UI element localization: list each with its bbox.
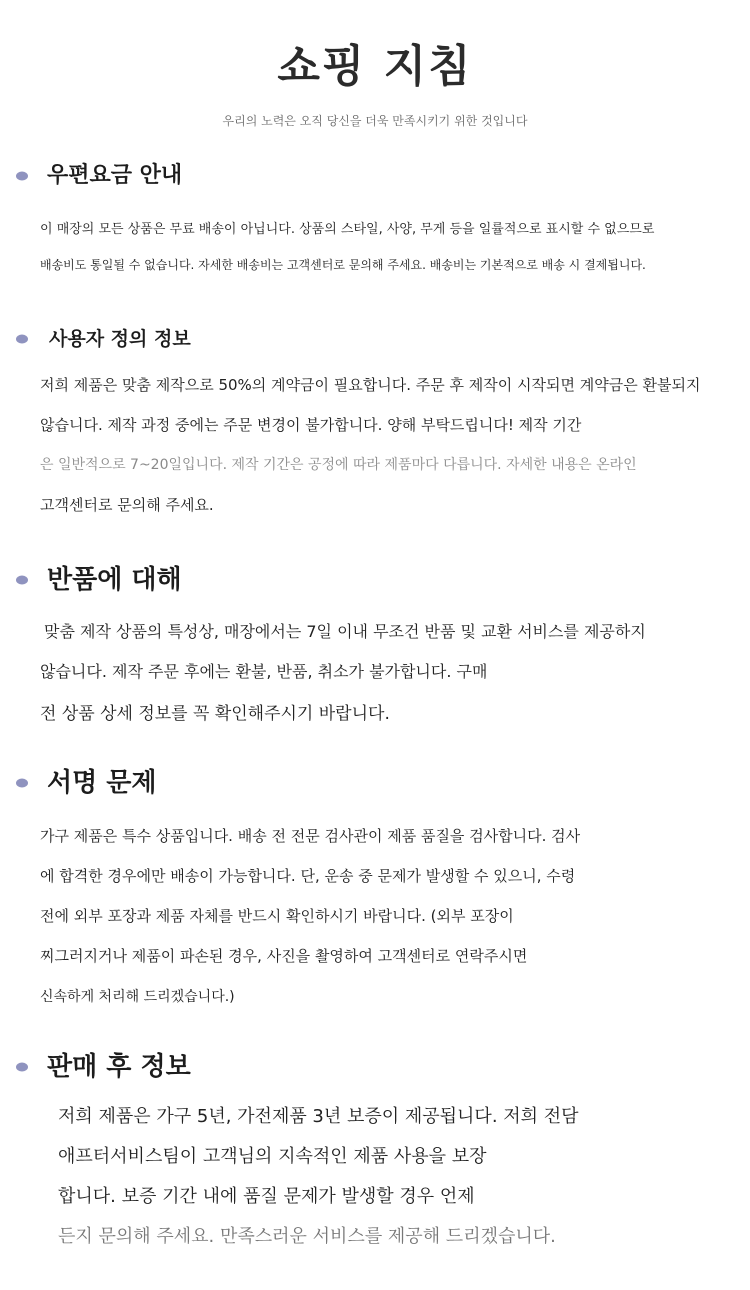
text-line: 애프터서비스팀이 고객님의 지속적인 제품 사용을 보장	[58, 1146, 487, 1167]
section-heading	[0, 560, 750, 600]
heading-custom-info: 사용자 정의 정보	[49, 328, 191, 350]
text-line: 맞춤 제작 상품의 특성상, 매장에서는 7일 이내 무조건 반품 및 교환 서비스를 제공하지	[44, 622, 646, 641]
section-heading	[0, 319, 750, 359]
bullet-dot-icon	[16, 1063, 28, 1072]
bullet-dot-icon	[16, 335, 28, 344]
heading-shipping: 우편요금 안내	[47, 163, 183, 188]
bullet-dot-icon	[16, 576, 28, 585]
text-line: 배송비도 통일될 수 없습니다. 자세한 배송비는 고객센터로 문의해 주세요. 배송비는 기본적으로 배송 시 결제됩니다.	[40, 258, 646, 272]
text-line: 전에 외부 포장과 제품 자체를 반드시 확인하시기 바랍니다. (외부 포장이	[40, 907, 514, 925]
bullet-dot-icon	[16, 172, 28, 181]
section-returns	[0, 560, 750, 724]
section-receipt-issues	[0, 763, 750, 1005]
text-line: 고객센터로 문의해 주세요.	[40, 496, 214, 514]
text-line: 않습니다. 제작 주문 후에는 환불, 반품, 취소가 불가합니다. 구매	[40, 662, 488, 681]
text-line: 않습니다. 제작 과정 중에는 주문 변경이 불가합니다. 양해 부탁드립니다! 제작 기간	[40, 416, 582, 434]
section-after-sales	[0, 1047, 750, 1247]
bullet-dot-icon	[16, 779, 28, 788]
section-heading	[0, 1047, 750, 1087]
text-line: 가구 제품은 특수 상품입니다. 배송 전 전문 검사관이 제품 품질을 검사합니다. 검사	[40, 827, 581, 845]
text-line: 저희 제품은 맞춤 제작으로 50%의 계약금이 필요합니다. 주문 후 제작이 시작되면 계약금은 환불되지	[40, 376, 701, 394]
heading-returns: 반품에 대해	[47, 565, 182, 595]
page-title: 쇼핑 지침	[277, 41, 473, 92]
text-line: 이 매장의 모든 상품은 무료 배송이 아닙니다. 상품의 스타일, 사양, 무게 등을 일률적으로 표시할 수 없으므로	[40, 222, 655, 237]
text-line: 전 상품 상세 정보를 꼭 확인해주시기 바랍니다.	[40, 704, 390, 724]
text-line: 찌그러지거나 제품이 파손된 경우, 사진을 촬영하여 고객센터로 연락주시면	[40, 947, 528, 965]
text-line: 은 일반적으로 7~20일입니다. 제작 기간은 공정에 따라 제품마다 다릅니다. 자세한 내용은 온라인	[40, 457, 637, 473]
text-line: 에 합격한 경우에만 배송이 가능합니다. 단, 운송 중 문제가 발생할 수 있으니, 수령	[40, 867, 576, 885]
text-line: 신속하게 처리해 드리겠습니다.)	[40, 989, 235, 1005]
text-line: 저희 제품은 가구 5년, 가전제품 3년 보증이 제공됩니다. 저희 전담	[58, 1106, 579, 1127]
heading-after-sales: 판매 후 정보	[47, 1052, 191, 1082]
heading-receipt-issues: 서명 문제	[47, 768, 157, 798]
text-line: 든지 문의해 주세요. 만족스러운 서비스를 제공해 드리겠습니다.	[58, 1226, 556, 1247]
section-custom-info	[0, 319, 750, 514]
section-shipping	[0, 156, 750, 272]
section-heading	[0, 156, 750, 196]
text-line: 합니다. 보증 기간 내에 품질 문제가 발생할 경우 언제	[58, 1186, 475, 1207]
page-subtitle: 우리의 노력은 오직 당신을 더욱 만족시키기 위한 것입니다	[222, 114, 528, 128]
section-heading	[0, 763, 750, 803]
